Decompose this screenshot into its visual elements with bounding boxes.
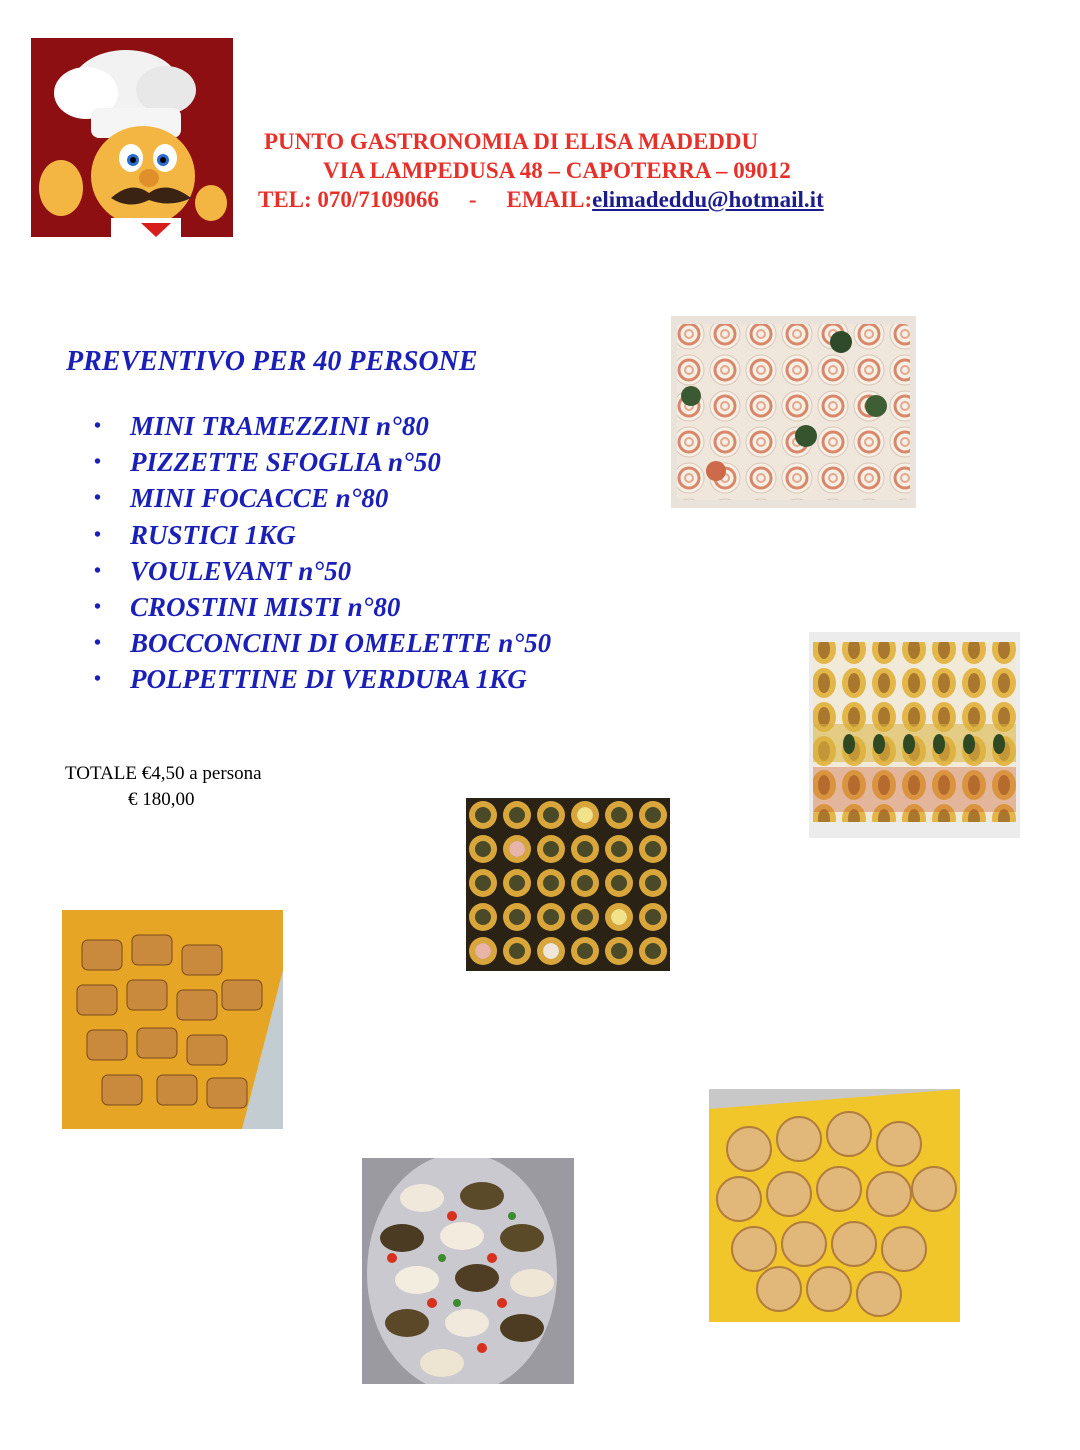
list-item <box>94 589 551 625</box>
list-item <box>94 553 551 589</box>
list-item-label: VOULEVANT n°50 <box>130 555 352 586</box>
list-item-label: BOCCONCINI DI OMELETTE n°50 <box>130 628 552 659</box>
list-item-label: CROSTINI MISTI n°80 <box>130 591 401 622</box>
list-item-label: PIZZETTE SFOGLIA n°50 <box>130 447 441 478</box>
photo-pizzette-sfoglia <box>62 910 283 1129</box>
list-item-label: MINI TRAMEZZINI n°80 <box>130 411 429 441</box>
list-item <box>94 480 551 516</box>
list-item-label: RUSTICI 1KG <box>130 519 296 550</box>
contact-separator: - <box>468 187 477 212</box>
business-name: PUNTO GASTRONOMIA DI ELISA MADEDDU <box>264 129 759 154</box>
menu-items-list <box>94 408 551 698</box>
list-item-label: POLPETTINE DI VERDURA 1KG <box>130 664 527 695</box>
bullet-icon: • <box>94 632 102 655</box>
total-amount: € 180,00 <box>128 789 195 810</box>
photo-voulevant <box>466 798 670 971</box>
email-link[interactable]: elimadeddu@hotmail.it <box>592 187 824 212</box>
list-item <box>94 661 551 697</box>
photo-mini-focacce <box>709 1089 960 1322</box>
quote-title: PREVENTIVO PER 40 PERSONE <box>66 346 478 377</box>
business-address: VIA LAMPEDUSA 48 – CAPOTERRA – 09012 <box>323 158 791 183</box>
bullet-icon: • <box>94 451 102 474</box>
phone-number: TEL: 070/7109066 <box>258 187 439 212</box>
list-item <box>94 625 551 661</box>
chef-icon <box>31 38 233 237</box>
photo-bocconcini-omelette <box>809 632 1020 838</box>
list-item <box>94 408 551 444</box>
chef-logo-image <box>31 38 233 237</box>
bullet-icon: • <box>94 559 102 582</box>
total-per-person: TOTALE €4,50 a persona <box>65 763 262 784</box>
bullet-icon: • <box>94 595 102 618</box>
photo-mini-tramezzini <box>671 316 916 508</box>
bullet-icon: • <box>94 415 102 437</box>
list-item-label: MINI FOCACCE n°80 <box>130 483 389 514</box>
list-item <box>94 517 551 553</box>
email-label: EMAIL: <box>506 187 593 212</box>
bullet-icon: • <box>94 668 102 691</box>
list-item <box>94 444 551 480</box>
bullet-icon: • <box>94 523 102 546</box>
photo-crostini-misti <box>362 1158 574 1384</box>
contact-line <box>258 188 824 211</box>
bullet-icon: • <box>94 487 102 510</box>
